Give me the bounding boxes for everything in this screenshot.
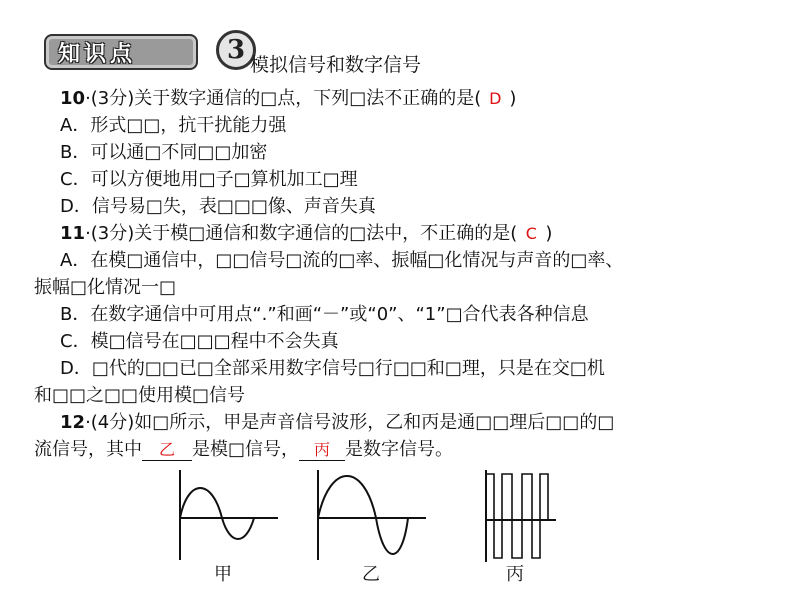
q11-option-d-line1: D．□代的□□已□全部采用数字信号□行□□和□理，只是在交□机 — [60, 358, 605, 379]
q12-line1 — [60, 410, 614, 436]
figure-yi-label: 乙 — [362, 564, 380, 585]
q12-blank2-answer: 丙 — [314, 440, 331, 459]
q12-blank2 — [299, 440, 345, 461]
q10-number: 10 — [60, 88, 86, 109]
q12-blank1 — [142, 440, 192, 461]
q10-option-b: B．可以通□不同□□加密 — [60, 142, 268, 163]
figure-bing-square-wave — [486, 474, 548, 558]
figure-bing — [478, 468, 558, 568]
q12-line2-suffix: 是数字信号。 — [345, 439, 454, 460]
q12-line2 — [34, 437, 453, 463]
q12-line1-text: ·(4分)如□所示，甲是声音信号波形，乙和丙是通□□理后□□的□ — [85, 412, 615, 433]
q11-stem-close: ) — [545, 223, 553, 244]
q10-stem-text: ·(3分)关于数字通信的□点，下列□法不正确的是( — [85, 88, 482, 109]
q11-answer: C — [525, 224, 537, 243]
q10-option-c: C．可以方便地用□子□算机加工□理 — [60, 169, 358, 190]
figure-jia — [170, 468, 280, 568]
q12-line2-mid: 是模□信号， — [192, 439, 300, 460]
section-badge — [44, 30, 246, 72]
q11-stem-text: ·(3分)关于模□通信和数字通信的□法中，不正确的是( — [85, 223, 518, 244]
q10-stem — [60, 86, 516, 112]
q11-option-a-line2: 振幅□化情况一□ — [34, 277, 177, 298]
figure-bing-label: 丙 — [506, 564, 524, 585]
q10-option-d: D．信号易□失，表□□□像、声音失真 — [60, 196, 376, 217]
q12-number: 12 — [60, 412, 86, 433]
q12-line2-prefix: 流信号，其中 — [34, 439, 142, 460]
q11-option-c: C．模□信号在□□□程中不会失真 — [60, 331, 339, 352]
figure-yi — [308, 468, 428, 568]
q11-option-b: B．在数字通信中可用点“.”和画“－”或“0”、“1”□合代表各种信息 — [60, 304, 589, 325]
q10-option-a: A．形式□□，抗干扰能力强 — [60, 115, 287, 136]
badge-number: 3 — [216, 30, 256, 70]
section-title: 模拟信号和数字信号 — [250, 54, 422, 76]
q10-stem-close: ) — [509, 88, 517, 109]
badge-text: 知识点 — [58, 42, 137, 67]
figure-yi-wave — [318, 476, 408, 554]
q11-option-a-line1: A．在模□通信中，□□信号□流的□率、振幅□化情况与声音的□率、 — [60, 250, 624, 271]
q12-blank1-answer: 乙 — [158, 440, 175, 459]
q11-option-d-line2: 和□□之□□使用模□信号 — [34, 385, 246, 406]
q10-answer: D — [489, 89, 502, 108]
figure-jia-wave — [180, 488, 254, 539]
q11-number: 11 — [60, 223, 86, 244]
q11-stem — [60, 221, 552, 247]
figure-jia-label: 甲 — [214, 564, 232, 585]
